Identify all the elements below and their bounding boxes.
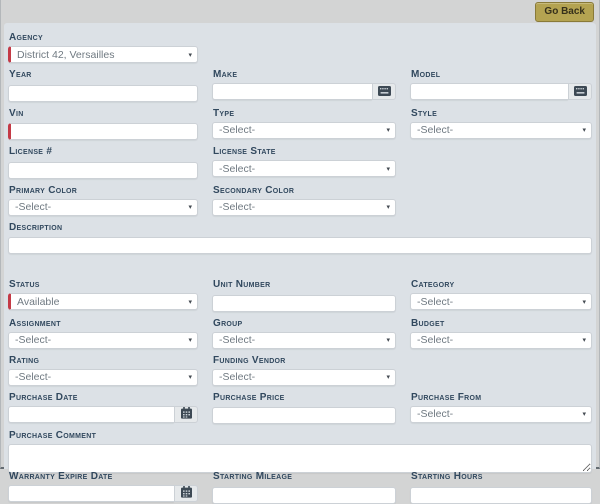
secondary-color-select[interactable] — [212, 199, 396, 216]
purchase-from-select-value: -Select- — [417, 408, 454, 420]
purchase-price-input[interactable] — [212, 407, 396, 424]
field-year — [8, 63, 198, 102]
starting-hours-input[interactable] — [410, 487, 592, 504]
purchase-date-picker-button[interactable] — [174, 406, 198, 423]
chevron-down-icon: ▾ — [582, 411, 586, 418]
field-type — [212, 102, 396, 141]
make-label: Make — [213, 69, 238, 80]
go-back-button[interactable]: Go Back — [535, 2, 594, 22]
funding-vendor-label: Funding Vendor — [213, 354, 286, 366]
status-select[interactable] — [8, 293, 198, 310]
assignment-select[interactable] — [8, 332, 198, 349]
funding-vendor-select[interactable] — [212, 369, 396, 386]
category-label: Category — [411, 279, 455, 290]
vin-label: Vin — [9, 107, 24, 119]
purchase-price-label: Purchase Price — [213, 391, 285, 403]
style-select[interactable] — [410, 122, 592, 139]
purchase-date-input[interactable] — [8, 406, 174, 423]
year-input[interactable] — [8, 85, 198, 102]
field-purchase-date — [8, 386, 198, 425]
agency-select-value: District 42, Versailles — [17, 48, 115, 61]
chevron-down-icon: ▾ — [188, 204, 192, 211]
budget-select-value: -Select- — [417, 334, 454, 346]
field-agency — [8, 26, 198, 63]
primary-color-label: Primary Color — [9, 184, 78, 196]
chevron-down-icon: ▾ — [386, 204, 390, 211]
chevron-down-icon: ▾ — [188, 298, 192, 306]
field-secondary-color — [212, 179, 396, 216]
top-bar — [1, 0, 599, 23]
unit-number-input[interactable] — [212, 295, 396, 312]
calendar-icon — [181, 486, 192, 501]
assignment-select-value: -Select- — [15, 334, 52, 346]
primary-color-select[interactable] — [8, 199, 198, 216]
calendar-icon — [181, 407, 192, 422]
description-label: Description — [9, 221, 63, 233]
chevron-down-icon: ▾ — [582, 298, 586, 306]
category-select[interactable] — [410, 293, 592, 310]
keyboard-icon — [574, 84, 587, 99]
group-label: Group — [213, 317, 243, 329]
warranty-expire-date-input[interactable] — [8, 485, 174, 502]
field-primary-color — [8, 179, 198, 216]
field-budget — [410, 312, 592, 349]
chevron-down-icon: ▾ — [582, 337, 586, 344]
field-unit-number — [212, 273, 396, 312]
group-select-value: -Select- — [219, 334, 256, 346]
chevron-down-icon: ▾ — [188, 337, 192, 344]
status-select-value: Available — [17, 295, 60, 308]
rating-label: Rating — [9, 354, 40, 366]
warranty-expire-date-label: Warranty Expire Date — [9, 471, 113, 482]
style-select-value: -Select- — [417, 124, 454, 136]
chevron-down-icon: ▾ — [188, 51, 192, 59]
secondary-color-label: Secondary Color — [213, 184, 295, 196]
chevron-down-icon: ▾ — [188, 374, 192, 381]
field-license — [8, 140, 198, 179]
field-assignment — [8, 312, 198, 349]
budget-label: Budget — [411, 317, 445, 329]
field-make — [212, 63, 396, 102]
chevron-down-icon: ▾ — [386, 165, 390, 173]
field-group — [212, 312, 396, 349]
chevron-down-icon: ▾ — [386, 374, 390, 381]
funding-vendor-select-value: -Select- — [219, 371, 256, 383]
field-description — [8, 216, 592, 255]
field-warranty-expire-date — [8, 465, 198, 504]
field-purchase-from — [410, 386, 592, 425]
field-model — [410, 63, 592, 102]
type-select[interactable] — [212, 122, 396, 139]
purchase-comment-label: Purchase Comment — [9, 430, 97, 441]
rating-select[interactable] — [8, 369, 198, 386]
agency-select[interactable] — [8, 46, 198, 63]
field-funding-vendor — [212, 349, 396, 386]
license-label: License # — [9, 146, 53, 157]
license-state-label: License State — [213, 146, 276, 157]
field-license-state — [212, 140, 396, 179]
budget-select[interactable] — [410, 332, 592, 349]
make-input[interactable] — [212, 83, 372, 100]
vin-input[interactable] — [8, 123, 198, 140]
model-lookup-button[interactable] — [568, 83, 592, 100]
purchase-from-label: Purchase From — [411, 391, 482, 403]
primary-color-select-value: -Select- — [15, 201, 52, 213]
license-input[interactable] — [8, 162, 198, 179]
make-lookup-button[interactable] — [372, 83, 396, 100]
style-label: Style — [411, 107, 438, 119]
type-select-value: -Select- — [219, 124, 256, 136]
purchase-from-select[interactable] — [410, 406, 592, 423]
group-select[interactable] — [212, 332, 396, 349]
description-input[interactable] — [8, 237, 592, 254]
keyboard-icon — [378, 84, 391, 99]
field-category — [410, 273, 592, 312]
starting-mileage-label: Starting Mileage — [213, 471, 293, 482]
status-label: Status — [9, 279, 40, 290]
field-starting-mileage — [212, 465, 396, 504]
form-panel — [4, 23, 596, 482]
license-state-select[interactable] — [212, 160, 396, 177]
model-label: Model — [411, 69, 441, 80]
field-status — [8, 273, 198, 312]
starting-hours-label: Starting Hours — [411, 471, 483, 482]
rating-select-value: -Select- — [15, 371, 52, 383]
model-input[interactable] — [410, 83, 568, 100]
assignment-label: Assignment — [9, 317, 61, 329]
chevron-down-icon: ▾ — [386, 127, 390, 134]
warranty-expire-date-picker-button[interactable] — [174, 485, 198, 502]
purchase-date-label: Purchase Date — [9, 391, 78, 403]
field-vin — [8, 102, 198, 141]
field-rating — [8, 349, 198, 386]
chevron-down-icon: ▾ — [386, 337, 390, 344]
field-style — [410, 102, 592, 141]
license-state-select-value: -Select- — [219, 162, 256, 175]
chevron-down-icon: ▾ — [582, 127, 586, 134]
field-purchase-comment — [8, 424, 592, 453]
secondary-color-select-value: -Select- — [219, 201, 256, 213]
agency-label: Agency — [9, 32, 43, 43]
field-starting-hours — [410, 465, 592, 504]
year-label: Year — [9, 69, 32, 80]
type-label: Type — [213, 107, 235, 119]
category-select-value: -Select- — [417, 295, 454, 308]
field-purchase-price — [212, 386, 396, 425]
unit-number-label: Unit Number — [213, 279, 271, 290]
starting-mileage-input[interactable] — [212, 487, 396, 504]
